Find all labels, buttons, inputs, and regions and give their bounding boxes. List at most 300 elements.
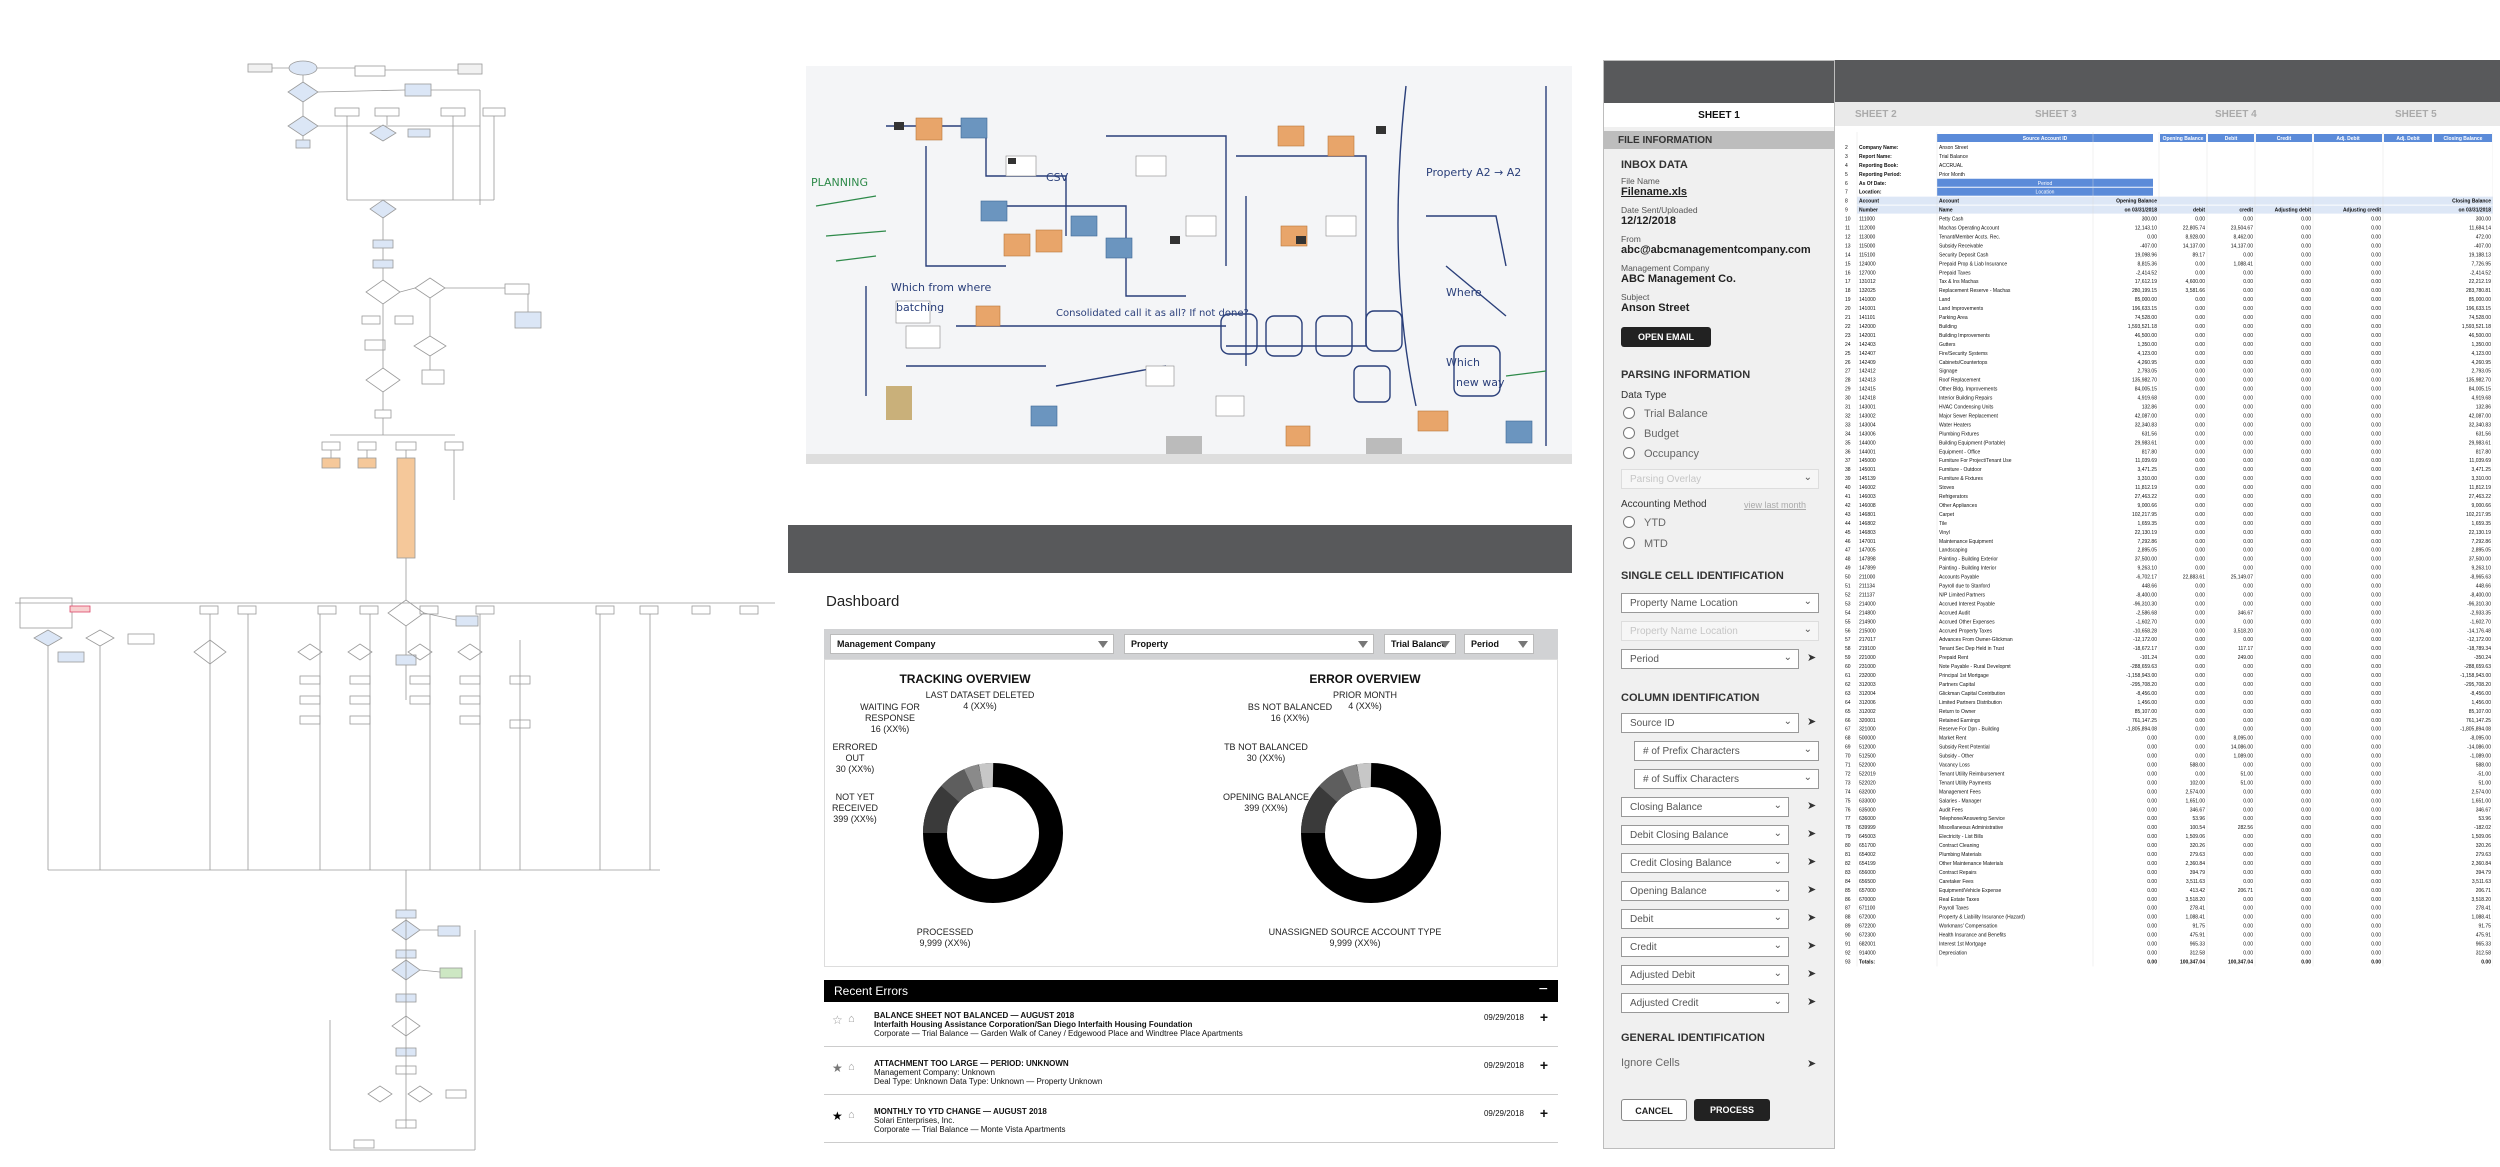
table-cell: 3,471.25 [2471, 467, 2491, 474]
table-cell: 346.67 [2475, 807, 2491, 814]
table-cell: 0.00 [2243, 297, 2253, 304]
table-cell: 29,983.61 [2468, 440, 2491, 447]
table-cell: -2,933.35 [2469, 610, 2491, 617]
row-number: 85 [1845, 887, 1851, 894]
filter-management-company[interactable] [830, 634, 1114, 654]
table-cell: -8,965.63 [2469, 574, 2491, 581]
error-row[interactable] [824, 1101, 1558, 1143]
table-cell: 0.00 [2195, 306, 2205, 313]
meta-label: Reporting Period: [1859, 171, 1902, 178]
table-cell: 320.26 [2475, 843, 2491, 850]
table-cell: 0.00 [2371, 449, 2381, 456]
table-cell: 1,659.35 [2137, 520, 2157, 527]
table-cell: 0.00 [2147, 771, 2157, 778]
table-cell: -8,456.00 [2135, 690, 2157, 697]
data-type-label: Data Type [1621, 390, 1667, 401]
table-cell: 0.00 [2243, 807, 2253, 814]
chevron-down-icon: ⌄ [1783, 716, 1792, 727]
row-number: 59 [1845, 655, 1851, 662]
table-cell: Interior Building Repairs [1939, 395, 1993, 402]
row-number: 31 [1845, 404, 1851, 411]
table-cell: Plumbing Fixtures [1939, 431, 1980, 438]
table-cell: 42,087.00 [2134, 413, 2157, 420]
table-cell: 0.00 [2371, 216, 2381, 223]
send-arrow-icon[interactable]: ➤ [1807, 1058, 1817, 1070]
table-cell: 0.00 [2301, 798, 2311, 805]
table-cell: Land Improvements [1939, 306, 1984, 313]
table-cell: 500000 [1859, 735, 1876, 742]
table-cell: 144001 [1859, 449, 1876, 456]
whiteboard-image [806, 66, 1572, 464]
table-cell: 37,500.00 [2134, 556, 2157, 563]
table-cell: 0.00 [2371, 422, 2381, 429]
chevron-down-icon: ⌄ [1803, 472, 1812, 483]
table-cell: 142418 [1859, 395, 1876, 402]
table-cell: 3,310.00 [2471, 476, 2491, 483]
table-cell: Note Payable - Rural Developmt [1939, 664, 2011, 671]
wb-note-0: Which from where [891, 281, 992, 294]
tag-icon[interactable]: ⌂ [848, 1061, 855, 1073]
error-segment-tb [1328, 780, 1347, 794]
table-cell: 0.00 [2243, 216, 2253, 223]
table-cell: 0.00 [2195, 619, 2205, 626]
table-cell: 656000 [1859, 869, 1876, 876]
tab-sheet-4[interactable]: SHEET 4 [2215, 109, 2257, 120]
table-cell: 0.00 [2243, 852, 2253, 858]
row-number: 66 [1845, 717, 1851, 724]
table-cell: 0.00 [2301, 315, 2311, 321]
table-cell: 0.00 [2301, 628, 2311, 635]
table-cell: 0.00 [2371, 243, 2381, 250]
table-cell: 211137 [1859, 592, 1875, 599]
table-cell: Accrued Property Taxes [1939, 628, 1992, 635]
spreadsheet-grid[interactable] [1843, 132, 2493, 1144]
table-cell: 0.00 [2147, 950, 2157, 957]
column-title: debit [2193, 207, 2205, 214]
row-number: 56 [1845, 628, 1851, 635]
meta-label: Company Name: [1859, 144, 1899, 151]
parsing-overlay-select[interactable]: Parsing Overlay ⌄ [1621, 469, 1819, 489]
table-cell: 0.00 [2301, 655, 2311, 662]
send-arrow-icon[interactable]: ➤ [1807, 800, 1817, 812]
table-cell: 632000 [1859, 789, 1876, 796]
opening-balance-select[interactable]: Opening Balance ⌄ [1621, 881, 1789, 901]
table-cell: 1,089.00 [2233, 753, 2253, 760]
table-cell: 3,471.25 [2137, 467, 2157, 474]
table-cell: -295,708.20 [2130, 681, 2157, 688]
tab-sheet-3[interactable]: SHEET 3 [2035, 109, 2077, 120]
table-cell: 279.63 [2475, 852, 2491, 858]
property-name-location-select-2[interactable]: Property Name Location ⌄ [1621, 621, 1819, 641]
table-cell: Equipment/Vehicle Expense [1939, 887, 2002, 894]
table-cell: 0.00 [2371, 538, 2381, 545]
file-name-link[interactable]: Filename.xls [1621, 186, 1688, 198]
table-cell: 46,500.00 [2134, 332, 2157, 339]
table-cell: -2,414.52 [2135, 270, 2157, 277]
wb-planning: PLANNING [811, 176, 868, 189]
table-cell: 0.00 [2301, 816, 2311, 823]
table-cell: 9,263.10 [2137, 565, 2157, 572]
table-cell: 0.00 [2147, 744, 2157, 751]
adjusted-debit-select[interactable]: Adjusted Debit ⌄ [1621, 965, 1789, 985]
row-number: 17 [1845, 279, 1851, 286]
table-cell: 0.00 [2195, 529, 2205, 536]
table-cell: 22,130.19 [2468, 529, 2491, 536]
row-number: 34 [1845, 431, 1851, 438]
table-cell: 112000 [1859, 225, 1876, 232]
column-title: credit [2239, 207, 2253, 214]
row-number: 57 [1845, 637, 1851, 644]
table-cell: Accrued Interest Payable [1939, 601, 1995, 608]
tab-sheet-2[interactable]: SHEET 2 [1855, 109, 1897, 120]
table-cell: 85,000.00 [2134, 297, 2157, 304]
header-cell-text: Opening Balance [2162, 136, 2204, 142]
table-cell: -18,789.34 [2467, 646, 2491, 653]
send-arrow-icon[interactable]: ➤ [1807, 912, 1817, 924]
table-cell: Subsidy Receivable [1939, 243, 1983, 250]
table-cell: 0.00 [2243, 467, 2253, 474]
table-cell: 0.00 [2301, 601, 2311, 608]
column-title: Number [1859, 207, 1878, 214]
table-cell: 0.00 [2371, 843, 2381, 850]
row-number: 88 [1845, 914, 1851, 921]
send-arrow-icon[interactable]: ➤ [1807, 856, 1817, 868]
table-cell: 0.00 [2301, 395, 2311, 402]
table-cell: 0.00 [2301, 950, 2311, 957]
table-cell: 0.00 [2301, 726, 2311, 733]
row-number: 91 [1845, 941, 1851, 948]
table-cell: 0.00 [2371, 485, 2381, 492]
table-cell: 0.00 [2371, 386, 2381, 393]
table-cell: 394.79 [2475, 869, 2491, 876]
table-cell: 0.00 [2371, 708, 2381, 715]
table-cell: 0.00 [2301, 699, 2311, 706]
filter-property[interactable] [1124, 634, 1374, 654]
dashboard-title: Dashboard [826, 593, 900, 610]
table-cell: 280,199.15 [2131, 288, 2157, 295]
table-cell: -288,659.63 [2130, 664, 2157, 671]
error-label-unassigned: UNASSIGNED SOURCE ACCOUNT TYPE 9,999 (XX%) [1268, 927, 1442, 948]
tracking-label-waiting: WAITING FOR RESPONSE 16 (XX%) [860, 702, 920, 734]
table-cell: 0.00 [2243, 386, 2253, 393]
table-cell: 0.00 [2243, 905, 2253, 912]
table-cell: Replacement Reserve - Machas [1939, 288, 2011, 295]
dashboard [788, 525, 1572, 1165]
table-cell: 0.00 [2301, 825, 2311, 832]
table-cell: -1,805,894.08 [2126, 726, 2157, 733]
table-cell: 0.00 [2195, 628, 2205, 635]
meta-label: Location: [1859, 189, 1882, 196]
table-cell: 11,684.14 [2469, 225, 2491, 232]
row-number: 58 [1845, 646, 1851, 653]
spreadsheet-preview [1835, 60, 2500, 1150]
dropdown-arrow-icon [1518, 641, 1528, 648]
table-cell: Interest 1st Mortgage [1939, 941, 1987, 948]
property-name-location-select[interactable]: Property Name Location ⌄ [1621, 593, 1819, 613]
table-cell: 346.67 [2237, 610, 2253, 617]
view-last-month-link[interactable]: view last month [1744, 500, 1807, 510]
table-cell: Real Estate Taxes [1939, 896, 1980, 903]
table-cell: 0.00 [2243, 664, 2253, 671]
filter-label: Property [1131, 639, 1169, 649]
meta-value: Trial Balance [1939, 153, 1968, 160]
table-cell: 115100 [1859, 252, 1876, 259]
table-cell: 0.00 [2301, 619, 2311, 626]
table-cell: -2,414.52 [2469, 270, 2491, 277]
table-cell: 448.66 [2141, 583, 2157, 590]
tab-sheet-1[interactable]: SHEET 1 [1604, 103, 1834, 127]
table-cell: Machas Operating Account [1939, 225, 2000, 232]
table-cell: 0.00 [2371, 816, 2381, 823]
send-arrow-icon[interactable]: ➤ [1807, 716, 1817, 728]
tracking-donut-chart [913, 753, 1073, 913]
table-cell: 0.00 [2195, 422, 2205, 429]
table-cell: 0.00 [2301, 520, 2311, 527]
open-email-button[interactable]: OPEN EMAIL [1621, 327, 1711, 347]
table-cell: 0.00 [2147, 789, 2157, 796]
table-cell: 0.00 [2195, 690, 2205, 697]
table-cell: 1,088.41 [2233, 261, 2253, 268]
table-cell: 0.00 [2243, 252, 2253, 259]
tag-icon[interactable]: ⌂ [848, 1109, 855, 1121]
table-cell: 0.00 [2301, 422, 2311, 429]
row-number: 14 [1845, 252, 1851, 259]
table-cell: 0.00 [2371, 896, 2381, 903]
minus-icon[interactable]: − [1538, 981, 1548, 998]
table-cell: 84,005.15 [2134, 386, 2157, 393]
table-cell: 522019 [1859, 771, 1876, 778]
row-number: 33 [1845, 422, 1851, 429]
table-cell: 0.00 [2301, 565, 2311, 572]
table-cell: 141001 [1859, 306, 1876, 313]
table-cell: 11,039.69 [2469, 458, 2491, 465]
row-number: 51 [1845, 583, 1851, 590]
table-cell: 0.00 [2195, 735, 2205, 742]
table-cell: 215000 [1859, 628, 1876, 635]
radio-circle-icon [1623, 427, 1635, 439]
table-cell: 0.00 [2371, 431, 2381, 438]
table-cell: 0.00 [2301, 807, 2311, 814]
table-cell: 0.00 [2243, 583, 2253, 590]
table-cell: 8,928.00 [2185, 234, 2205, 241]
table-cell: 0.00 [2301, 780, 2311, 787]
table-cell: 0.00 [2371, 315, 2381, 321]
radio-mtd[interactable]: MTD [1623, 537, 1668, 550]
table-cell: -1,158,943.00 [2126, 673, 2157, 679]
table-cell: 0.00 [2147, 753, 2157, 760]
plus-icon[interactable]: + [1539, 1009, 1548, 1025]
table-cell: Plumbing Materials [1939, 852, 1982, 858]
debit-select[interactable]: Debit ⌄ [1621, 909, 1789, 929]
source-id-select[interactable]: Source ID ⌄ [1621, 713, 1799, 733]
star-icon[interactable]: ★ [832, 1109, 843, 1123]
table-cell: 0.00 [2301, 887, 2311, 894]
table-cell: 0.00 [2371, 726, 2381, 733]
period-select[interactable]: Period ⌄ [1621, 649, 1799, 669]
table-cell: 0.00 [2195, 646, 2205, 653]
send-arrow-icon[interactable]: ➤ [1807, 884, 1817, 896]
prefix-characters-select[interactable]: # of Prefix Characters ⌄ [1634, 741, 1819, 761]
table-cell: 631.56 [2475, 431, 2491, 438]
table-cell: 147898 [1859, 556, 1876, 563]
table-cell: 0.00 [2195, 341, 2205, 348]
radio-occupancy[interactable]: Occupancy [1623, 447, 1699, 460]
row-number: 4 [1845, 162, 1848, 169]
table-cell: 3,310.00 [2137, 476, 2157, 483]
suffix-characters-select[interactable]: # of Suffix Characters ⌄ [1634, 769, 1819, 789]
table-cell: 0.00 [2371, 825, 2381, 832]
table-cell: 0.00 [2195, 467, 2205, 474]
star-icon[interactable]: ☆ [832, 1013, 843, 1027]
table-cell: 512000 [1859, 744, 1876, 751]
table-cell: 0.00 [2301, 646, 2311, 653]
table-cell: 0.00 [2371, 852, 2381, 858]
cancel-button[interactable]: CANCEL [1621, 1099, 1687, 1121]
radio-ytd[interactable]: YTD [1623, 516, 1666, 529]
table-cell: 0.00 [2147, 234, 2157, 241]
radio-budget[interactable]: Budget [1623, 427, 1679, 440]
send-arrow-icon[interactable]: ➤ [1807, 996, 1817, 1008]
table-cell: 0.00 [2147, 735, 2157, 742]
dropdown-arrow-icon [1358, 641, 1368, 648]
table-cell: Reserve For Dpn - Building [1939, 726, 2000, 733]
plus-icon[interactable]: + [1539, 1105, 1548, 1121]
table-cell: 0.00 [2371, 502, 2381, 509]
table-cell: 0.00 [2243, 896, 2253, 903]
star-icon[interactable]: ★ [832, 1061, 843, 1075]
table-cell: 0.00 [2371, 753, 2381, 760]
table-cell: 11,812.19 [2469, 485, 2491, 492]
error-title: ATTACHMENT TOO LARGE — PERIOD: UNKNOWN [874, 1059, 1069, 1068]
chevron-down-icon: ⌄ [1773, 856, 1782, 867]
meta-value: Period [2037, 180, 2053, 187]
row-number: 23 [1845, 332, 1851, 339]
tab-sheet-5[interactable]: SHEET 5 [2395, 109, 2437, 120]
debit-closing-balance-select[interactable]: Debit Closing Balance ⌄ [1621, 825, 1789, 845]
table-cell: 124000 [1859, 261, 1876, 268]
filter-period[interactable] [1464, 634, 1534, 654]
table-cell: 0.00 [2301, 923, 2311, 930]
table-cell: 0.00 [2371, 583, 2381, 590]
table-cell: 0.00 [2301, 297, 2311, 304]
row-number: 10 [1845, 216, 1851, 223]
table-cell: 0.00 [2371, 637, 2381, 644]
process-button[interactable]: PROCESS [1694, 1099, 1770, 1121]
radio-trial-balance[interactable]: Trial Balance [1623, 407, 1708, 420]
table-cell: 636000 [1859, 816, 1876, 823]
row-number: 78 [1845, 825, 1851, 832]
table-cell: 115000 [1859, 243, 1876, 250]
table-cell: 14,137.00 [2182, 243, 2205, 250]
table-cell: 0.00 [2195, 431, 2205, 438]
table-cell: 11,039.69 [2135, 458, 2157, 465]
process-flowchart [0, 40, 790, 1160]
table-cell: 0.00 [2301, 690, 2311, 697]
row-number: 2 [1845, 144, 1848, 151]
row-number: 74 [1845, 789, 1851, 796]
table-cell: 102.00 [2189, 780, 2205, 787]
table-cell: Furniture - Outdoor [1939, 467, 1982, 474]
table-cell: 0.00 [2301, 234, 2311, 241]
error-company: Management Company: Unknown [874, 1068, 995, 1077]
table-cell: -14,086.00 [2467, 744, 2491, 751]
adjusted-credit-select[interactable]: Adjusted Credit ⌄ [1621, 993, 1789, 1013]
table-cell: 142413 [1859, 377, 1876, 384]
send-arrow-icon[interactable]: ➤ [1807, 968, 1817, 980]
plus-icon[interactable]: + [1539, 1057, 1548, 1073]
column-title: Closing Balance [2452, 198, 2491, 205]
table-cell: -6,702.17 [2135, 574, 2157, 581]
tracking-segment-waiting [969, 776, 981, 780]
table-cell: 0.00 [2243, 923, 2253, 930]
table-cell: 282.56 [2237, 825, 2253, 832]
table-cell: 1,088.41 [2471, 914, 2491, 921]
error-company: Solari Enterprises, Inc. [874, 1116, 955, 1125]
row-number: 9 [1845, 207, 1848, 214]
error-date: 09/29/2018 [1483, 1061, 1524, 1070]
table-cell: -18,672.17 [2133, 646, 2157, 653]
table-cell: 0.00 [2195, 511, 2205, 518]
table-cell: 0.00 [2301, 538, 2311, 545]
meta-label: As Of Date: [1859, 180, 1887, 187]
send-arrow-icon[interactable]: ➤ [1807, 652, 1817, 664]
table-cell: 141101 [1859, 315, 1876, 321]
credit-closing-balance-select[interactable]: Credit Closing Balance ⌄ [1621, 853, 1789, 873]
table-cell: 7,726.95 [2471, 261, 2491, 268]
send-arrow-icon[interactable]: ➤ [1807, 940, 1817, 952]
table-cell: 143002 [1859, 413, 1876, 420]
tag-icon[interactable]: ⌂ [848, 1013, 855, 1025]
filter-label: Trial Balance [1391, 639, 1447, 649]
table-cell: Security Deposit Cash [1939, 252, 1989, 259]
meta-value: Anson Street [1939, 144, 1968, 151]
table-cell: 32,340.83 [2468, 422, 2491, 429]
credit-select[interactable]: Credit ⌄ [1621, 937, 1789, 957]
row-number: 69 [1845, 744, 1851, 751]
table-cell: 0.00 [2243, 699, 2253, 706]
column-title: Name [1939, 207, 1953, 214]
table-cell: N/P Limited Partners [1939, 592, 1986, 599]
column-title: on 03/31/2018 [2458, 207, 2491, 214]
table-cell: 0.00 [2371, 279, 2381, 286]
table-cell: Telephone/Answering Service [1939, 816, 2005, 823]
table-cell: 113000 [1859, 234, 1876, 241]
table-cell: 4,260.95 [2137, 359, 2157, 366]
error-row[interactable] [824, 1053, 1558, 1095]
row-number: 13 [1845, 243, 1851, 250]
table-cell: Limited Partners Distribution [1939, 699, 2002, 706]
table-cell: 145001 [1859, 467, 1876, 474]
table-cell: Principal 1st Mortgage [1939, 673, 1989, 679]
table-cell: 0.00 [2243, 341, 2253, 348]
table-cell: 472.00 [2475, 234, 2491, 241]
table-cell: 0.00 [2371, 556, 2381, 563]
row-number: 12 [1845, 234, 1851, 241]
table-cell: 0.00 [2147, 923, 2157, 930]
table-cell: 0.00 [2371, 681, 2381, 688]
table-cell: 0.00 [2243, 323, 2253, 330]
tracking-label-deleted: LAST DATASET DELETED 4 (XX%) [925, 690, 1035, 711]
filter-data-type[interactable] [1384, 634, 1456, 654]
table-cell: -1,805,894.08 [2460, 726, 2491, 733]
recent-errors-header [824, 980, 1558, 1002]
table-cell: 9,000.66 [2137, 502, 2157, 509]
send-arrow-icon[interactable]: ➤ [1807, 828, 1817, 840]
error-row[interactable] [824, 1005, 1558, 1047]
table-cell: 0.00 [2371, 592, 2381, 599]
table-cell: 312.58 [2189, 950, 2205, 957]
closing-balance-select[interactable]: Closing Balance ⌄ [1621, 797, 1789, 817]
